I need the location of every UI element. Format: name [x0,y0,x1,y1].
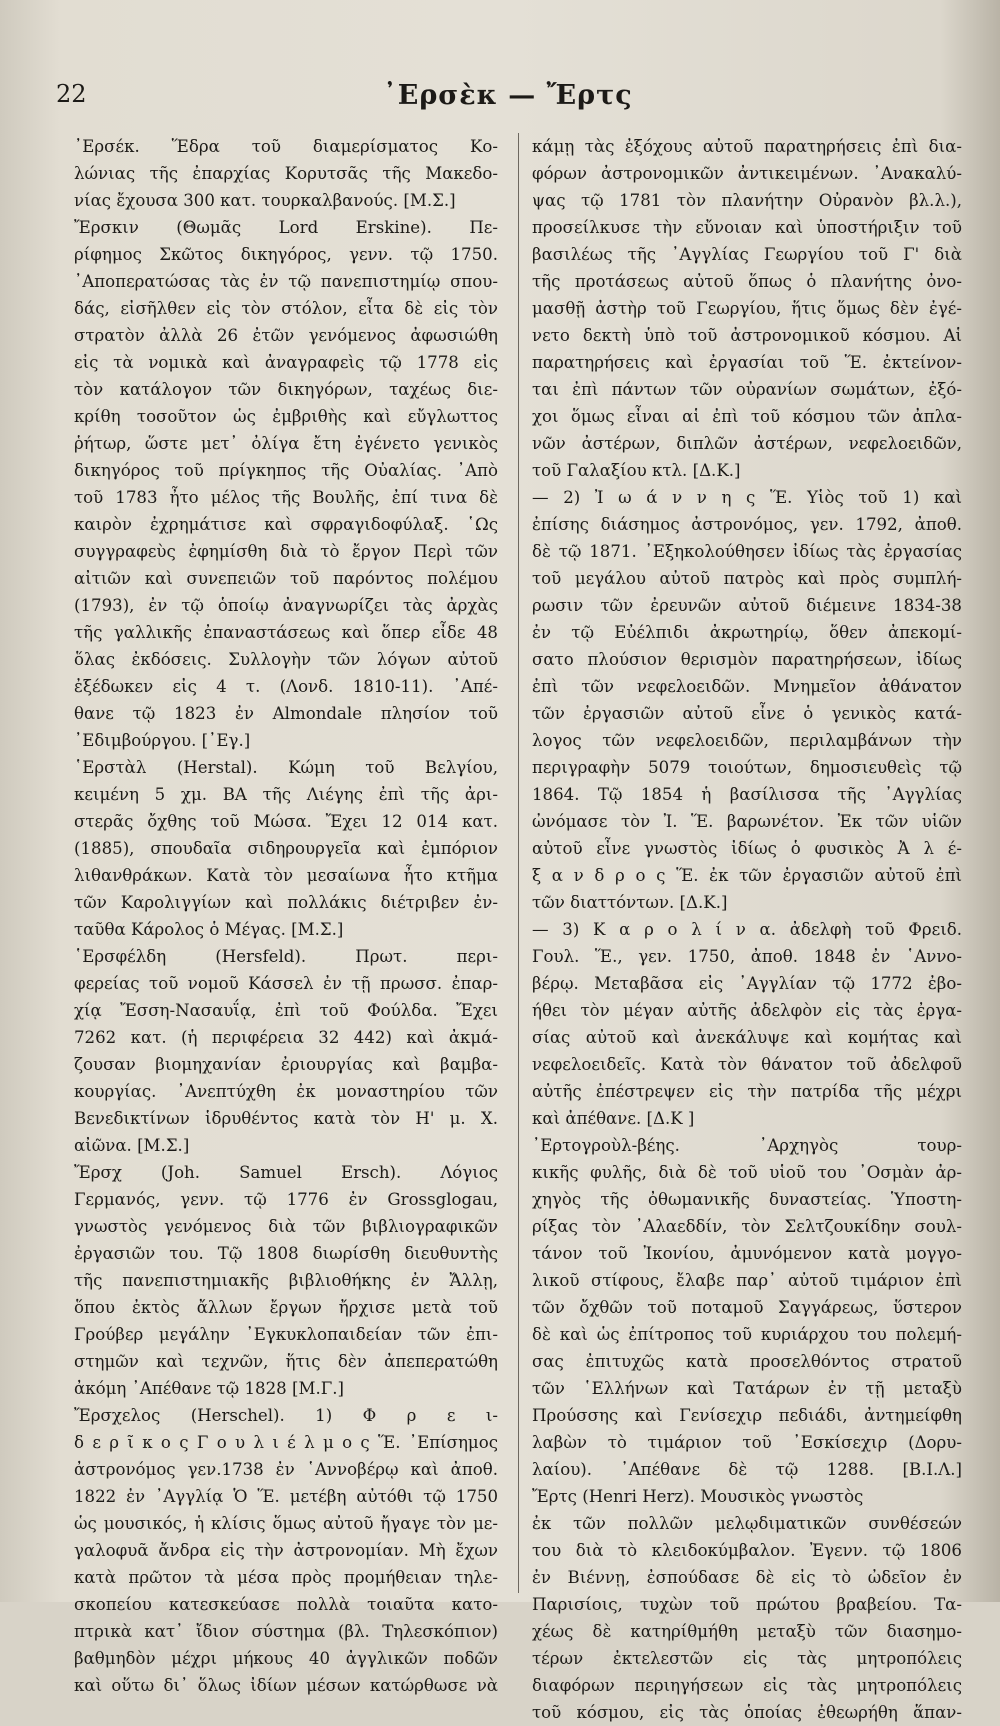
text-line: περιγραφὴν 5079 τοιούτων, δημοσιευθεὶς τῷ [532,758,962,777]
text-line: σατο πλούσιον θερισμὸν παρατηρήσεων, ἰδίως [532,650,962,669]
text-line: ζουσαν βιομηχανίαν ἐριουργίας καὶ βαμβα- [74,1055,498,1074]
text-line: Παρισίοις, τυχὼν τοῦ πρώτου βραβείου. Τα- [532,1595,962,1614]
text-line: λαβὼν τὸ τιμάριον τοῦ ᾿Εσκίσεχιρ (Δορυ- [532,1433,962,1452]
text-line: νῶν ἀστέρων, διπλῶν ἀστέρων, νεφελοειδῶν, [532,434,962,453]
text-line: θανε τῷ 1823 ἐν Almondale πλησίον τοῦ [74,704,498,723]
text-line: κουργίας. ᾿Ανεπτύχθη ἐκ μοναστηρίου τῶν [74,1082,498,1101]
text-line: τῆς γαλλικῆς ἐπαναστάσεως καὶ ὅπερ εἶδε 48 [74,623,498,642]
page-number: 22 [56,80,87,108]
text-line: ταῦθα Κάρολος ὁ Μέγας. [Μ.Σ.] [74,920,344,939]
text-line: ἐν τῷ Εὐέλπιδι ἀκρωτηρίῳ, ὅθεν ἀπεκομί- [532,623,962,642]
text-line: 1864. Τῷ 1854 ἡ βασίλισσα τῆς ᾿Αγγλίας [532,785,962,804]
text-line: τῶν ὄχθῶν τοῦ ποταμοῦ Σαγγάρεως, ὕστερον [532,1298,962,1317]
text-line: ρίξας τὸν ᾿Αλαεδδίν, τὸν Σελτζουκίδην σουλ- [532,1217,962,1236]
text-line: Γρούβερ μεγάλην ᾿Εγκυκλοπαιδείαν τῶν ἐπι- [74,1325,498,1344]
text-line: αἰῶνα. [Μ.Σ.] [74,1136,190,1155]
text-line: Ἔρσχελος (Herschel). 1) Φ ρ ε ι- [74,1406,498,1425]
text-line: ται ἐπὶ πάντων τῶν οὐρανίων σωμάτων, ἐξό- [532,380,962,399]
text-line: αἰτιῶν καὶ συνεπειῶν τοῦ παρόντος πολέμου [74,569,498,588]
text-line: κειμένη 5 χμ. ΒΑ τῆς Λιέγης ἐπὶ τῆς ἀρι- [74,785,498,804]
text-line: νετο δεκτὴ ὑπὸ τοῦ ἀστρονομικοῦ κόσμου. Αἱ [532,326,962,345]
text-line: λώνιας τῆς ἐπαρχίας Κορυτσᾶς τῆς Μακεδο- [74,164,498,183]
text-line: κρίθη τοσοῦτον ὡς ἐμβριθὴς καὶ εὔγλωττος [74,407,498,426]
text-line: κικῆς φυλῆς, διὰ δὲ τοῦ υἱοῦ του ᾿Οσμὰν ἀρ- [532,1163,962,1182]
text-line: λαίου). ᾿Απέθανε δὲ τῷ 1288. [Β.Ι.Λ.] [532,1460,962,1479]
text-line: ἐργασιῶν του. Τῷ 1808 διωρίσθη διευθυντὴς [74,1244,498,1263]
page-header [56,80,960,120]
text-line: (1885), σπουδαῖα σιδηρουργεῖα καὶ ἐμπόριον [74,839,498,858]
text-line: γαλοφυᾶ ἄνδρα εἰς τὴν ἀστρονομίαν. Μὴ ἔχων [74,1541,498,1560]
text-line: προσείλκυσε τὴν εὔνοιαν καὶ ὑποστήριξιν τοῦ [532,218,962,237]
text-line: στρατὸν ἀλλὰ 26 ἐτῶν γενόμενος ἀφωσιώθη [74,326,498,345]
text-line: σας ἐπιτυχῶς κατὰ προσελθόντος στρατοῦ [532,1352,962,1371]
text-line: κάμῃ τὰς ἐξόχους αὐτοῦ παρατηρήσεις ἐπὶ δια- [532,137,962,156]
text-line: δὲ καὶ ὡς ἐπίτροπος τοῦ κυριάρχου του πολεμή- [532,1325,962,1344]
text-line: βέρῳ. Μεταβᾶσα εἰς ᾿Αγγλίαν τῷ 1772 ἐβο- [532,974,962,993]
text-line: ἐξέδωκεν εἰς 4 τ. (Λονδ. 1810-11). ᾿Απέ- [74,677,498,696]
text-line: ἐπίσης διάσημος ἀστρονόμος, γεν. 1792, ἀποθ. [532,515,962,534]
text-line: Ἔρτς (Henri Herz). Μουσικὸς γνωστὸς [532,1487,864,1506]
text-line: τῶν διαττόντων. [Δ.Κ.] [532,893,728,912]
text-line: ρίφημος Σκῶτος δικηγόρος, γενν. τῷ 1750. [74,245,498,264]
text-line: ὡς μουσικός, ἡ κλίσις ὅμως αὐτοῦ ἤγαγε τὸν με- [74,1514,498,1533]
text-line: Γουλ. Ἕ., γεν. 1750, ἀποθ. 1848 ἐν ῾Αννο- [532,947,962,966]
text-line: Γερμανός, γενν. τῷ 1776 ἐν Grossglogau, [74,1190,498,1209]
text-line: ἀκόμη ᾿Απέθανε τῷ 1828 [Μ.Γ.] [74,1379,344,1398]
text-line: στημῶν καὶ τεχνῶν, ἥτις δὲν ἀπεπερατώθη [74,1352,498,1371]
text-line: τῆς πανεπιστημιακῆς βιβλιοθήκης ἐν Ἄλλῃ, [74,1271,498,1290]
text-line: Βενεδικτίνων ἱδρυθέντος κατὰ τὸν Η' μ. Χ. [74,1109,498,1128]
text-line: ᾿Ερσέκ. Ἕδρα τοῦ διαμερίσματος Κο- [74,137,498,156]
text-line: ἀστρονόμος γεν.1738 ἐν ῾Αννοβέρῳ καὶ ἀποθ. [74,1460,498,1479]
text-line: 1822 ἐν ᾿Αγγλίᾳ Ὁ Ἕ. μετέβη αὐτόθι τῷ 1750 [74,1487,498,1506]
text-line: δάς, εἰσῆλθεν εἰς τὸν στόλον, εἶτα δὲ εἰς τὸν [74,299,498,318]
text-line: — 3) Κ α ρ ο λ ί ν α. ἀδελφὴ τοῦ Φρειδ. [532,920,962,939]
text-line: γνωστὸς γενόμενος διὰ τῶν βιβλιογραφικῶν [74,1217,498,1236]
text-line: τάνον τοῦ Ἰκονίου, ἀμυνόμενον κατὰ μογγο- [532,1244,962,1263]
text-line: βαθμηδὸν μέχρι μήκους 40 ἀγγλικῶν ποδῶν [74,1649,498,1668]
text-line: δὲ τῷ 1871. ᾿Εξηκολούθησεν ἰδίως τὰς ἐργασίας [532,542,962,561]
right-column [532,133,962,1726]
text-line: δ ε ρ ῖ κ ο ς Γ ο υ λ ι έ λ μ ο ς Ἕ. ᾿Επίσημος [74,1433,498,1452]
text-line: Ἔρσκιν (Θωμᾶς Lord Erskine). Πε- [74,218,498,237]
text-line: στερᾶς ὄχθης τοῦ Μώσα. Ἔχει 12 014 κατ. [74,812,498,831]
text-line: ξ α ν δ ρ ο ς Ἕ. ἐκ τῶν ἐργασιῶν αὐτοῦ ἐπὶ [532,866,962,885]
text-line: τῆς προτάσεως αὐτοῦ ὅπως ὁ πλανήτης ὀνο- [532,272,962,291]
text-line: χηγὸς τῆς ὀθωμανικῆς δυναστείας. Ὑποστη- [532,1190,962,1209]
left-column [74,133,498,1699]
text-line: ῾Ερστὰλ (Herstal). Κώμη τοῦ Βελγίου, [74,758,498,777]
text-line: τοῦ 1783 ἦτο μέλος τῆς Βουλῆς, ἐπί τινα δὲ [74,488,498,507]
text-line: σκοπείου κατεσκεύασε πολλὰ τοιαῦτα κατο- [74,1595,498,1614]
text-line: — 2) Ἰ ω ά ν ν η ς Ἕ. Υἱὸς τοῦ 1) καὶ [532,488,962,507]
text-line: ἐκ τῶν πολλῶν μελῳδιματικῶν συνθέσεών [532,1514,962,1533]
text-line: τὸν κατάλογον τῶν δικηγόρων, ταχέως διε- [74,380,498,399]
text-line: τοῦ Γαλαξίου κτλ. [Δ.Κ.] [532,461,741,480]
text-line: δικηγόρος τοῦ πρίγκηπος τῆς Οὐαλίας. ᾿Απὸ [74,461,498,480]
text-line: (1793), ἐν τῷ ὁποίῳ ἀναγνωρίζει τὰς ἀρχὰς [74,596,498,615]
text-line: καιρὸν ἐχρημάτισε καὶ σφραγιδοφύλαξ. ῾Ως [74,515,498,534]
text-line: ψας τῷ 1781 τὸν πλανήτην Οὐρανὸν βλ.λ.), [532,191,962,210]
text-line: διαφόρων περιηγήσεων εἰς τὰς μητροπόλεις [532,1676,962,1695]
text-line: χοι ὅμως εἶναι αἱ ἐπὶ τοῦ κόσμου τῶν ἀπλα- [532,407,962,426]
text-line: φόρων ἀστρονομικῶν ἀντικειμένων. ᾿Ανακαλύ- [532,164,962,183]
running-head: ᾿Ερσὲκ — Ἔρτς [383,80,633,111]
text-line: ὠνόμασε τὸν Ἰ. Ἕ. βαρωνέτον. Ἐκ τῶν υἱῶν [532,812,962,831]
text-line: φερείας τοῦ νομοῦ Κάσσελ ἐν τῇ πρωσσ. ἐπαρ- [74,974,498,993]
text-line: καὶ οὕτω δι᾿ ὅλως ἰδίων μέσων κατώρθωσε νὰ [74,1676,498,1695]
text-line: πτρικὰ κατ᾿ ἴδιον σύστημα (βλ. Τηλεσκόπιον) [74,1622,498,1641]
text-line: αὐτοῦ εἶνε γνωστὸς ἰδίως ὁ φυσικὸς Ἀ λ έ- [532,839,962,858]
text-line: καὶ ἀπέθανε. [Δ.Κ ] [532,1109,695,1128]
text-line: τῶν ῾Ελλήνων καὶ Τατάρων ἐν τῇ μεταξὺ [532,1379,962,1398]
text-line: 7262 κατ. (ἡ περιφέρεια 32 442) καὶ ἀκμά- [74,1028,498,1047]
text-line: χίᾳ Ἔσση-Νασαυΐᾳ, ἐπὶ τοῦ Φούλδα. Ἔχει [74,1001,498,1020]
text-line: ᾿Αποπερατώσας τὰς ἐν τῷ πανεπιστημίῳ σπου- [74,272,498,291]
text-line: ήθει τὸν μέγαν αὐτῆς ἀδελφὸν εἰς τὰς ἐργα- [532,1001,962,1020]
text-line: ἐπὶ τῶν νεφελοειδῶν. Μνημεῖον ἀθάνατον [532,677,962,696]
text-line: ᾿Εδιμβούργου. [᾿Εγ.] [74,731,251,750]
text-line: ἐν Βιέννῃ, ἐσπούδασε δὲ εἰς τὸ ὠδεῖον ἐν [532,1568,962,1587]
text-line: ρωσιν τῶν ἐρευνῶν αὐτοῦ διέμεινε 1834-38 [532,596,962,615]
text-line: τοῦ μεγάλου αὐτοῦ πατρὸς καὶ πρὸς συμπλή- [532,569,962,588]
text-line: συγγραφεὺς ἐφημίσθη διὰ τὸ ἔργον Περὶ τῶν [74,542,498,561]
text-line: μασθῇ ἀστὴρ τοῦ Γεωργίου, ἥτις ὅμως δὲν ἐγέ- [532,299,962,318]
text-line: αὐτῆς ἐπέστρεψεν εἰς τὴν πατρίδα τῆς μέχρι [532,1082,962,1101]
text-line: ᾿Ερτογροὺλ-βέης. ᾿Αρχηγὸς τουρ- [532,1136,962,1155]
text-line: νίας ἔχουσα 300 κατ. τουρκαλβανούς. [Μ.Σ.] [74,191,456,210]
text-line: ῾Ερσφέλδη (Hersfeld). Πρωτ. περι- [74,947,498,966]
text-line: βασιλέως τῆς ᾿Αγγλίας Γεωργίου τοῦ Γ' διὰ [532,245,962,264]
text-line: νεφελοειδεῖς. Κατὰ τὸν θάνατον τοῦ ἀδελφοῦ [532,1055,962,1074]
text-line: τέρων ἐκτελεστῶν εἰς τὰς μητροπόλεις [532,1649,962,1668]
text-line: παρατηρήσεις καὶ ἐργασίαι τοῦ Ἕ. ἐκτείνον- [532,353,962,372]
text-line: χέως δὲ κατηρίθμήθη μεταξὺ τῶν διασημο- [532,1622,962,1641]
text-line: κατὰ πρῶτον τὰ μέσα πρὸς προμήθειαν τηλε- [74,1568,498,1587]
text-line: λογος τῶν νεφελοειδῶν, περιλαμβάνων τὴν [532,731,962,750]
text-line: ῥήτωρ, ὥστε μετ᾿ ὀλίγα ἔτη ἐγένετο γενικὸς [74,434,498,453]
text-line: λικοῦ στίφους, ἔλαβε παρ᾿ αὐτοῦ τιμάριον ἐπὶ [532,1271,962,1290]
text-line: ὅλας ἐκδόσεις. Συλλογὴν τῶν λόγων αὐτοῦ [74,650,498,669]
text-line: σίας αὐτοῦ καὶ ἀνεκάλυψε καὶ κομήτας καὶ [532,1028,962,1047]
text-line: Ἔρσχ (Joh. Samuel Ersch). Λόγιος [74,1163,498,1182]
column-divider [518,133,519,1593]
text-line: εἰς τὰ νομικὰ καὶ ἀναγραφεὶς τῷ 1778 εἰς [74,353,498,372]
text-line: ὅπου ἐκτὸς ἄλλων ἔργων ἤρχισε μετὰ τοῦ [74,1298,498,1317]
text-line: τῶν ἐργασιῶν αὐτοῦ εἶνε ὁ γενικὸς κατά- [532,704,962,723]
text-line: λιθανθράκων. Κατὰ τὸν μεσαίωνα ἦτο κτῆμα [74,866,498,885]
text-line: του διὰ τὸ κλειδοκύμβαλον. Ἐγενν. τῷ 1806 [532,1541,962,1560]
text-line: Προύσσης καὶ Γενίσεχιρ πεδιάδι, ἀντημείφθη [532,1406,962,1425]
text-line: τῶν Καρολιγγίων καὶ πολλάκις διέτριβεν ἐν- [74,893,498,912]
text-line: τοῦ κόσμου, εἰς τὰς ὁποίας ἐθεωρήθη ἅπαν- [532,1703,962,1722]
